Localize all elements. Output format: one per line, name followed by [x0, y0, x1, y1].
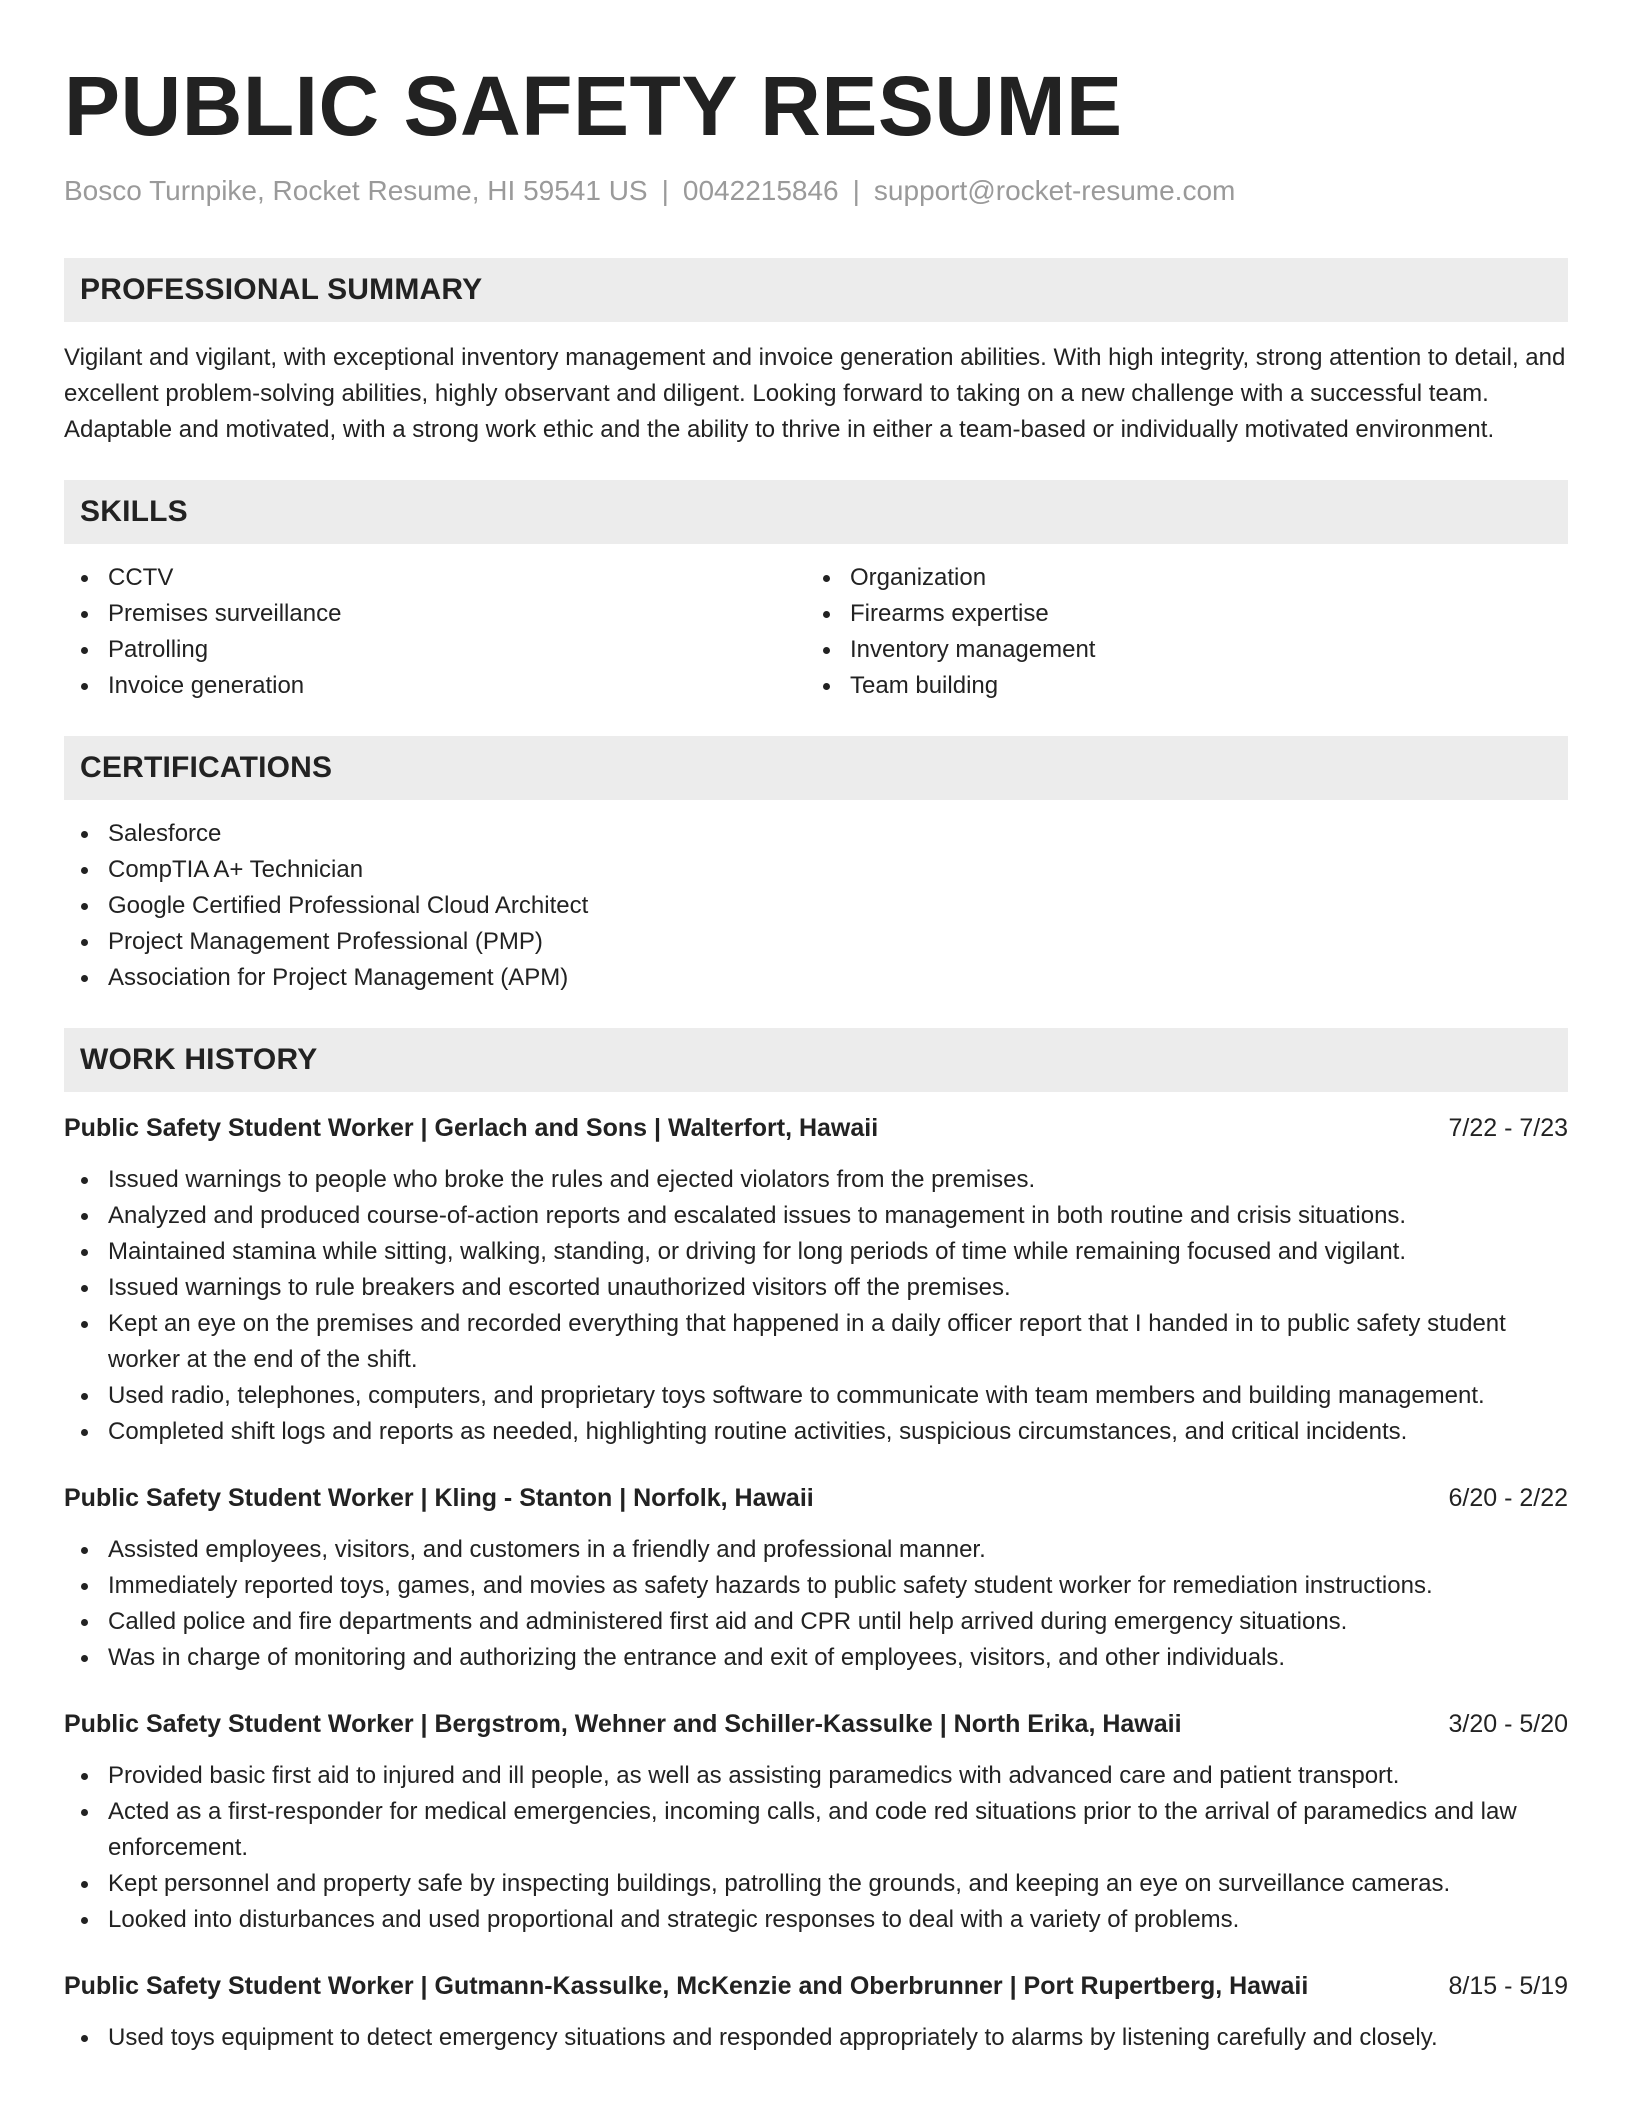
job-bullet: Looked into disturbances and used proportional and strategic responses to deal with a variety of problems. [64, 1902, 1568, 1938]
job-bullet: Kept an eye on the premises and recorded everything that happened in a daily officer report that I handed in to public safety student worker at the end of the shift. [64, 1306, 1568, 1378]
job-title: Public Safety Student Worker | Kling - Stanton | Norfolk, Hawaii [64, 1483, 814, 1512]
job-header [64, 1706, 1568, 1742]
job-dates: 7/22 - 7/23 [1448, 1113, 1568, 1142]
certifications-list [64, 816, 1568, 996]
job-bullet: Analyzed and produced course-of-action reports and escalated issues to management in both routine and crisis situations. [64, 1198, 1568, 1234]
job-bullet: Issued warnings to rule breakers and escorted unauthorized visitors off the premises. [64, 1270, 1568, 1306]
job-bullet: Was in charge of monitoring and authorizing the entrance and exit of employees, visitors, and other individuals. [64, 1640, 1568, 1676]
job-bullet: Immediately reported toys, games, and movies as safety hazards to public safety student worker for remediation instructions. [64, 1568, 1568, 1604]
job-entry [64, 1480, 1568, 1676]
contact-address: Bosco Turnpike, Rocket Resume, HI 59541 US [64, 175, 648, 206]
job-dates: 6/20 - 2/22 [1448, 1483, 1568, 1512]
skills-list-right [806, 560, 1548, 704]
contact-phone: 0042215846 [682, 175, 839, 206]
section-heading-certifications: CERTIFICATIONS [64, 736, 1568, 800]
job-title: Public Safety Student Worker | Gerlach and Sons | Walterfort, Hawaii [64, 1113, 879, 1142]
job-header [64, 1480, 1568, 1516]
job-bullet: Provided basic first aid to injured and ill people, as well as assisting paramedics with advanced care and patient transport. [64, 1758, 1568, 1794]
job-entry [64, 1968, 1568, 2056]
contact-separator: | [661, 175, 669, 206]
skill-item: Organization [806, 560, 1548, 596]
job-bullet: Kept personnel and property safe by inspecting buildings, patrolling the grounds, and keeping an eye on surveillance cameras. [64, 1866, 1568, 1902]
job-bullet: Assisted employees, visitors, and customers in a friendly and professional manner. [64, 1532, 1568, 1568]
job-bullets [64, 1162, 1568, 1450]
job-bullet: Issued warnings to people who broke the rules and ejected violators from the premises. [64, 1162, 1568, 1198]
certification-item: CompTIA A+ Technician [64, 852, 1568, 888]
job-entry [64, 1706, 1568, 1938]
job-header [64, 1968, 1568, 2004]
skills-grid [64, 560, 1568, 704]
section-heading-work-history: WORK HISTORY [64, 1028, 1568, 1092]
skill-item: Invoice generation [64, 668, 806, 704]
job-title: Public Safety Student Worker | Gutmann-Kassulke, McKenzie and Oberbrunner | Port Rupertberg, Hawaii [64, 1971, 1309, 2000]
contact-line [64, 174, 1568, 208]
certification-item: Project Management Professional (PMP) [64, 924, 1568, 960]
job-bullet: Used toys equipment to detect emergency situations and responded appropriately to alarms by listening carefully and closely. [64, 2020, 1568, 2056]
skill-item: Firearms expertise [806, 596, 1548, 632]
job-bullet: Used radio, telephones, computers, and proprietary toys software to communicate with team members and building management. [64, 1378, 1568, 1414]
resume-title: PUBLIC SAFETY RESUME [64, 59, 1123, 153]
skill-item: CCTV [64, 560, 806, 596]
job-bullet: Called police and fire departments and administered first aid and CPR until help arrived during emergency situations. [64, 1604, 1568, 1640]
skill-item: Patrolling [64, 632, 806, 668]
skill-item: Team building [806, 668, 1548, 704]
job-dates: 8/15 - 5/19 [1448, 1971, 1568, 2000]
job-bullet: Maintained stamina while sitting, walking, standing, or driving for long periods of time while remaining focused and vigilant. [64, 1234, 1568, 1270]
certification-item: Association for Project Management (APM) [64, 960, 1568, 996]
certification-item: Google Certified Professional Cloud Architect [64, 888, 1568, 924]
job-bullets [64, 2020, 1568, 2056]
section-heading-skills: SKILLS [64, 480, 1568, 544]
contact-separator: | [852, 175, 860, 206]
job-bullet: Acted as a first-responder for medical emergencies, incoming calls, and code red situations prior to the arrival of paramedics and law enforcement. [64, 1794, 1568, 1866]
job-title: Public Safety Student Worker | Bergstrom, Wehner and Schiller-Kassulke | North Erika, Hawaii [64, 1709, 1182, 1738]
certification-item: Salesforce [64, 816, 1568, 852]
job-dates: 3/20 - 5/20 [1448, 1709, 1568, 1738]
job-header [64, 1110, 1568, 1146]
skill-item: Inventory management [806, 632, 1548, 668]
skills-list-left [64, 560, 806, 704]
job-entry [64, 1110, 1568, 1450]
section-heading-summary: PROFESSIONAL SUMMARY [64, 258, 1568, 322]
contact-email: support@rocket-resume.com [873, 175, 1236, 206]
summary-text: Vigilant and vigilant, with exceptional inventory management and invoice generation abilities. With high integrity, strong attention to detail, and excellent problem-solving abilities, highly observant and diligent. Looking forward to taking on a new challenge with a successful team. Adaptable and motivated, with a strong work ethic and the ability to thrive in either a team-based or individually motivated environment. [64, 343, 1566, 443]
job-bullets [64, 1532, 1568, 1676]
job-bullet: Completed shift logs and reports as needed, highlighting routine activities, suspicious circumstances, and critical incidents. [64, 1414, 1568, 1450]
skill-item: Premises surveillance [64, 596, 806, 632]
job-bullets [64, 1758, 1568, 1938]
